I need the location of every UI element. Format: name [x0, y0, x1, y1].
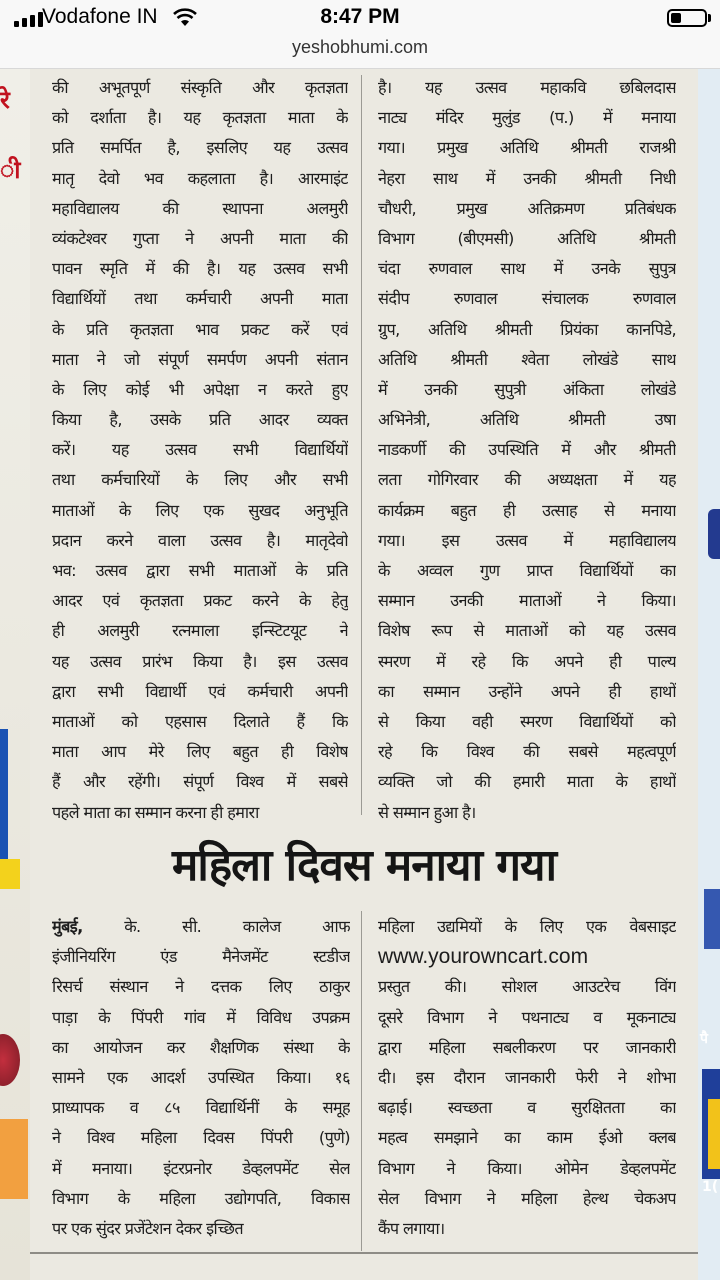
- article-line: माताओं को एहसास दिलाते हैं कि: [52, 711, 348, 731]
- article-line: तथा कर्मचारियों के लिए और सभी: [52, 470, 348, 490]
- article-line: से सम्मान हुआ है।: [378, 802, 476, 822]
- article-line: के प्रति कृतज्ञता भाव प्रकट करें एवं: [52, 319, 348, 339]
- article-line: आदर एवं कृतज्ञता प्रकट करने के हेतु: [52, 591, 348, 611]
- article-line: महत्व समझाने का काम ईओ क्लब: [378, 1128, 676, 1148]
- article-line: बढ़ाई। स्वच्छता व सुरक्षितता का: [378, 1098, 676, 1118]
- article-line: के अव्वल गुण प्राप्त विद्यार्थियों का: [378, 561, 676, 580]
- article-line: के लिए कोई भी अपेक्षा न करते हुए: [52, 379, 348, 399]
- status-bar: [0, 0, 720, 36]
- browser-address-bar[interactable]: [0, 36, 720, 69]
- article2-left-column: [52, 912, 350, 1244]
- article-line: गया। प्रमुख अतिथि श्रीमती राजश्री: [378, 138, 676, 158]
- bottom-rule: [30, 1252, 698, 1254]
- article-line: [52, 912, 350, 942]
- article-line: स्मरण में रहे कि अपने ही पाल्य: [378, 651, 676, 671]
- article-line: माता आप मेरे लिए बहुत ही विशेष: [52, 742, 348, 762]
- article-line: दी। इस दौरान जानकारी फेरी ने शोभा: [378, 1067, 676, 1087]
- article-line: प्रस्तुत की। सोशल आउटरेच विंग: [378, 977, 676, 997]
- right-blue-block: [704, 889, 720, 949]
- article-line: ने विश्व महिला दिवस पिंपरी (पुणे): [52, 1128, 350, 1148]
- article-line: सामने एक आदर्श उपस्थित किया। १६: [52, 1067, 350, 1087]
- clock: 8:47 PM: [320, 5, 400, 28]
- article-line: द्वारा महिला सबलीकरण पर जानकारी: [378, 1037, 676, 1057]
- article-line: की अभूतपूर्ण संस्कृति और कृतज्ञता: [52, 78, 348, 97]
- article-line: www.yourowncart.com: [378, 945, 589, 969]
- article-line: है। यह उत्सव महाकवि छबिलदास: [378, 78, 676, 97]
- article-line: कार्यक्रम बहुत ही उत्साह से मनाया: [378, 500, 676, 520]
- right-yellow-block: [708, 1099, 720, 1169]
- article-line: दूसरे विभाग ने पथनाट्य व मूकनाट्य: [378, 1007, 676, 1027]
- article1-right-column: [378, 73, 676, 828]
- article-line: का सम्मान उन्होंने अपने ही हाथों: [378, 681, 676, 701]
- article-line: अतिथि श्रीमती श्वेता लोखंडे साथ: [378, 349, 676, 369]
- article-line: महाविद्यालय की स्थापना अलमुरी: [52, 198, 348, 218]
- article-line: हैं और रहेंगी। संपूर्ण विश्व में सबसे: [52, 772, 348, 792]
- article-line: नाट्य मंदिर मुलुंड (प.) में मनाया: [378, 108, 676, 128]
- column-divider: [361, 75, 362, 815]
- article-line: का आयोजन कर शैक्षणिक संस्था के: [52, 1037, 350, 1057]
- article-line: पर एक सुंदर प्रजेंटेशन देकर इच्छित: [52, 1218, 243, 1238]
- article-line: कैंप लगाया।: [378, 1218, 445, 1238]
- article-line: संदीप रुणवाल संचालक रुणवाल: [378, 289, 676, 309]
- article-line: रिसर्च संस्थान ने दत्तक लिए ठाकुर: [52, 977, 350, 997]
- article-line: भव: उत्सव द्वारा सभी माताओं के प्रति: [52, 561, 348, 580]
- article-line: करें। यह उत्सव सभी विद्यार्थियों: [52, 440, 348, 460]
- right-blue-shape: [708, 509, 720, 559]
- left-yellow-block: [0, 859, 20, 889]
- article-line: प्राध्यापक व ८५ विद्यार्थिनीं के समूह: [52, 1098, 350, 1118]
- article-line: पहले माता का सम्मान करना ही हमारा: [52, 802, 259, 822]
- article-line: प्रदान करने वाला उत्सव है। मातृदेवो: [52, 530, 348, 550]
- article-line: में उनकी सुपुत्री अंकिता लोखंडे: [378, 379, 676, 399]
- article2-right-column: [378, 912, 676, 1244]
- battery-level: [671, 13, 681, 23]
- article-line: ग्रुप, अतिथि श्रीमती प्रियंका कानपिडे,: [378, 319, 676, 339]
- article-line: में मनाया। इंटरप्रनोर डेव्हलपमेंट सेल: [52, 1158, 350, 1178]
- article-line: नेहरा साथ में उनकी श्रीमती निधी: [378, 168, 676, 188]
- article-line: चंदा रुणवाल साथ में उनके सुपुत्र: [378, 259, 676, 279]
- article-line: सेल विभाग ने महिला हेल्थ चेकअप: [378, 1188, 676, 1208]
- article-line: गया। इस उत्सव में महाविद्यालय: [378, 530, 676, 550]
- article-line: नाडकर्णी की उपस्थिति में और श्रीमती: [378, 440, 676, 460]
- right-fragment-text-2: 1(: [702, 1179, 719, 1195]
- article-line: पाड़ा के पिंपरी गांव में विविध उपक्रम: [52, 1007, 350, 1027]
- left-orange-block: [0, 1119, 28, 1199]
- left-fragment-char-1: रे: [0, 86, 10, 114]
- article-line: को दर्शाता है। यह कृतज्ञता माता के: [52, 108, 348, 128]
- article-line: माता ने जो संपूर्ण समर्पण अपनी संतान: [52, 349, 348, 369]
- article-line: विशेष रूप से माताओं को यह उत्सव: [378, 621, 676, 641]
- article-line: पावन स्मृति में की है। यह उत्सव सभी: [52, 259, 348, 279]
- article1-left-column: [52, 73, 348, 828]
- article-line: से किया वही स्मरण विद्यार्थियों को: [378, 711, 676, 731]
- dateline: मुंबई,: [52, 917, 83, 936]
- article-line: प्रति समर्पित है, इसलिए यह उत्सव: [52, 138, 348, 158]
- article-line: विभाग (बीएमसी) अतिथि श्रीमती: [378, 228, 676, 248]
- right-page-fragment: [698, 69, 720, 1280]
- article-line: विद्यार्थियों तथा कर्मचारी अपनी माता: [52, 289, 348, 309]
- article-line: रहे कि विश्व की सबसे महत्वपूर्ण: [378, 742, 676, 762]
- left-blue-strip: [0, 729, 8, 869]
- left-emblem: [0, 1034, 20, 1086]
- article-line: अभिनेत्री, अतिथि श्रीमती उषा: [378, 410, 676, 430]
- first-line-rest: के. सी. कालेज आफ: [82, 917, 350, 936]
- article-line: व्यक्ति जो की हमारी माता के हाथों: [378, 772, 676, 792]
- battery-nub: [708, 14, 711, 22]
- article-line: किया है, उसके प्रति आदर व्यक्त: [52, 410, 348, 430]
- newspaper-page: [30, 69, 698, 1280]
- newspaper-photo: [0, 69, 720, 1280]
- right-fragment-text-1: पै: [700, 1031, 708, 1047]
- article-line: इंजीनियरिंग एंड मैनेजमेंट स्टडीज: [52, 947, 350, 967]
- article-line: ही अलमुरी रत्नमाला इन्स्टिटयूट ने: [52, 621, 348, 641]
- article-line: व्यंकटेश्वर गुप्ता ने अपनी माता की: [52, 228, 348, 248]
- article-line: चौधरी, प्रमुख अतिक्रमण प्रतिबंधक: [378, 198, 676, 218]
- column-divider-2: [361, 911, 362, 1251]
- article-line: सम्मान उनकी माताओं ने किया।: [378, 591, 676, 611]
- page-url[interactable]: yeshobhumi.com: [291, 37, 429, 57]
- article2-headline: महिला दिवस मनाया गया: [172, 840, 556, 891]
- battery-icon: [667, 9, 707, 27]
- article-line: विभाग के महिला उद्योगपति, विकास: [52, 1188, 350, 1208]
- article-line: लता गोगिरवार की अध्यक्षता में यह: [378, 470, 676, 490]
- article-line: द्वारा सभी विद्यार्थी एवं कर्मचारी अपनी: [52, 681, 348, 701]
- carrier-name: Vodafone IN: [42, 5, 158, 28]
- left-page-fragment: [0, 69, 30, 1280]
- article-line: महिला उद्यमियों के लिए एक वेबसाइट: [378, 917, 676, 936]
- article-line: यह उत्सव प्रारंभ किया है। इस उत्सव: [52, 651, 348, 671]
- article-line: माताओं के लिए एक सुखद अनुभूति: [52, 500, 348, 520]
- left-fragment-char-2: ी: [0, 156, 21, 184]
- article-line: विभाग ने किया। ओमेन डेव्हलपमेंट: [378, 1158, 676, 1178]
- article-line: मातृ देवो भव कहलाता है। आरमाइंट: [52, 168, 348, 188]
